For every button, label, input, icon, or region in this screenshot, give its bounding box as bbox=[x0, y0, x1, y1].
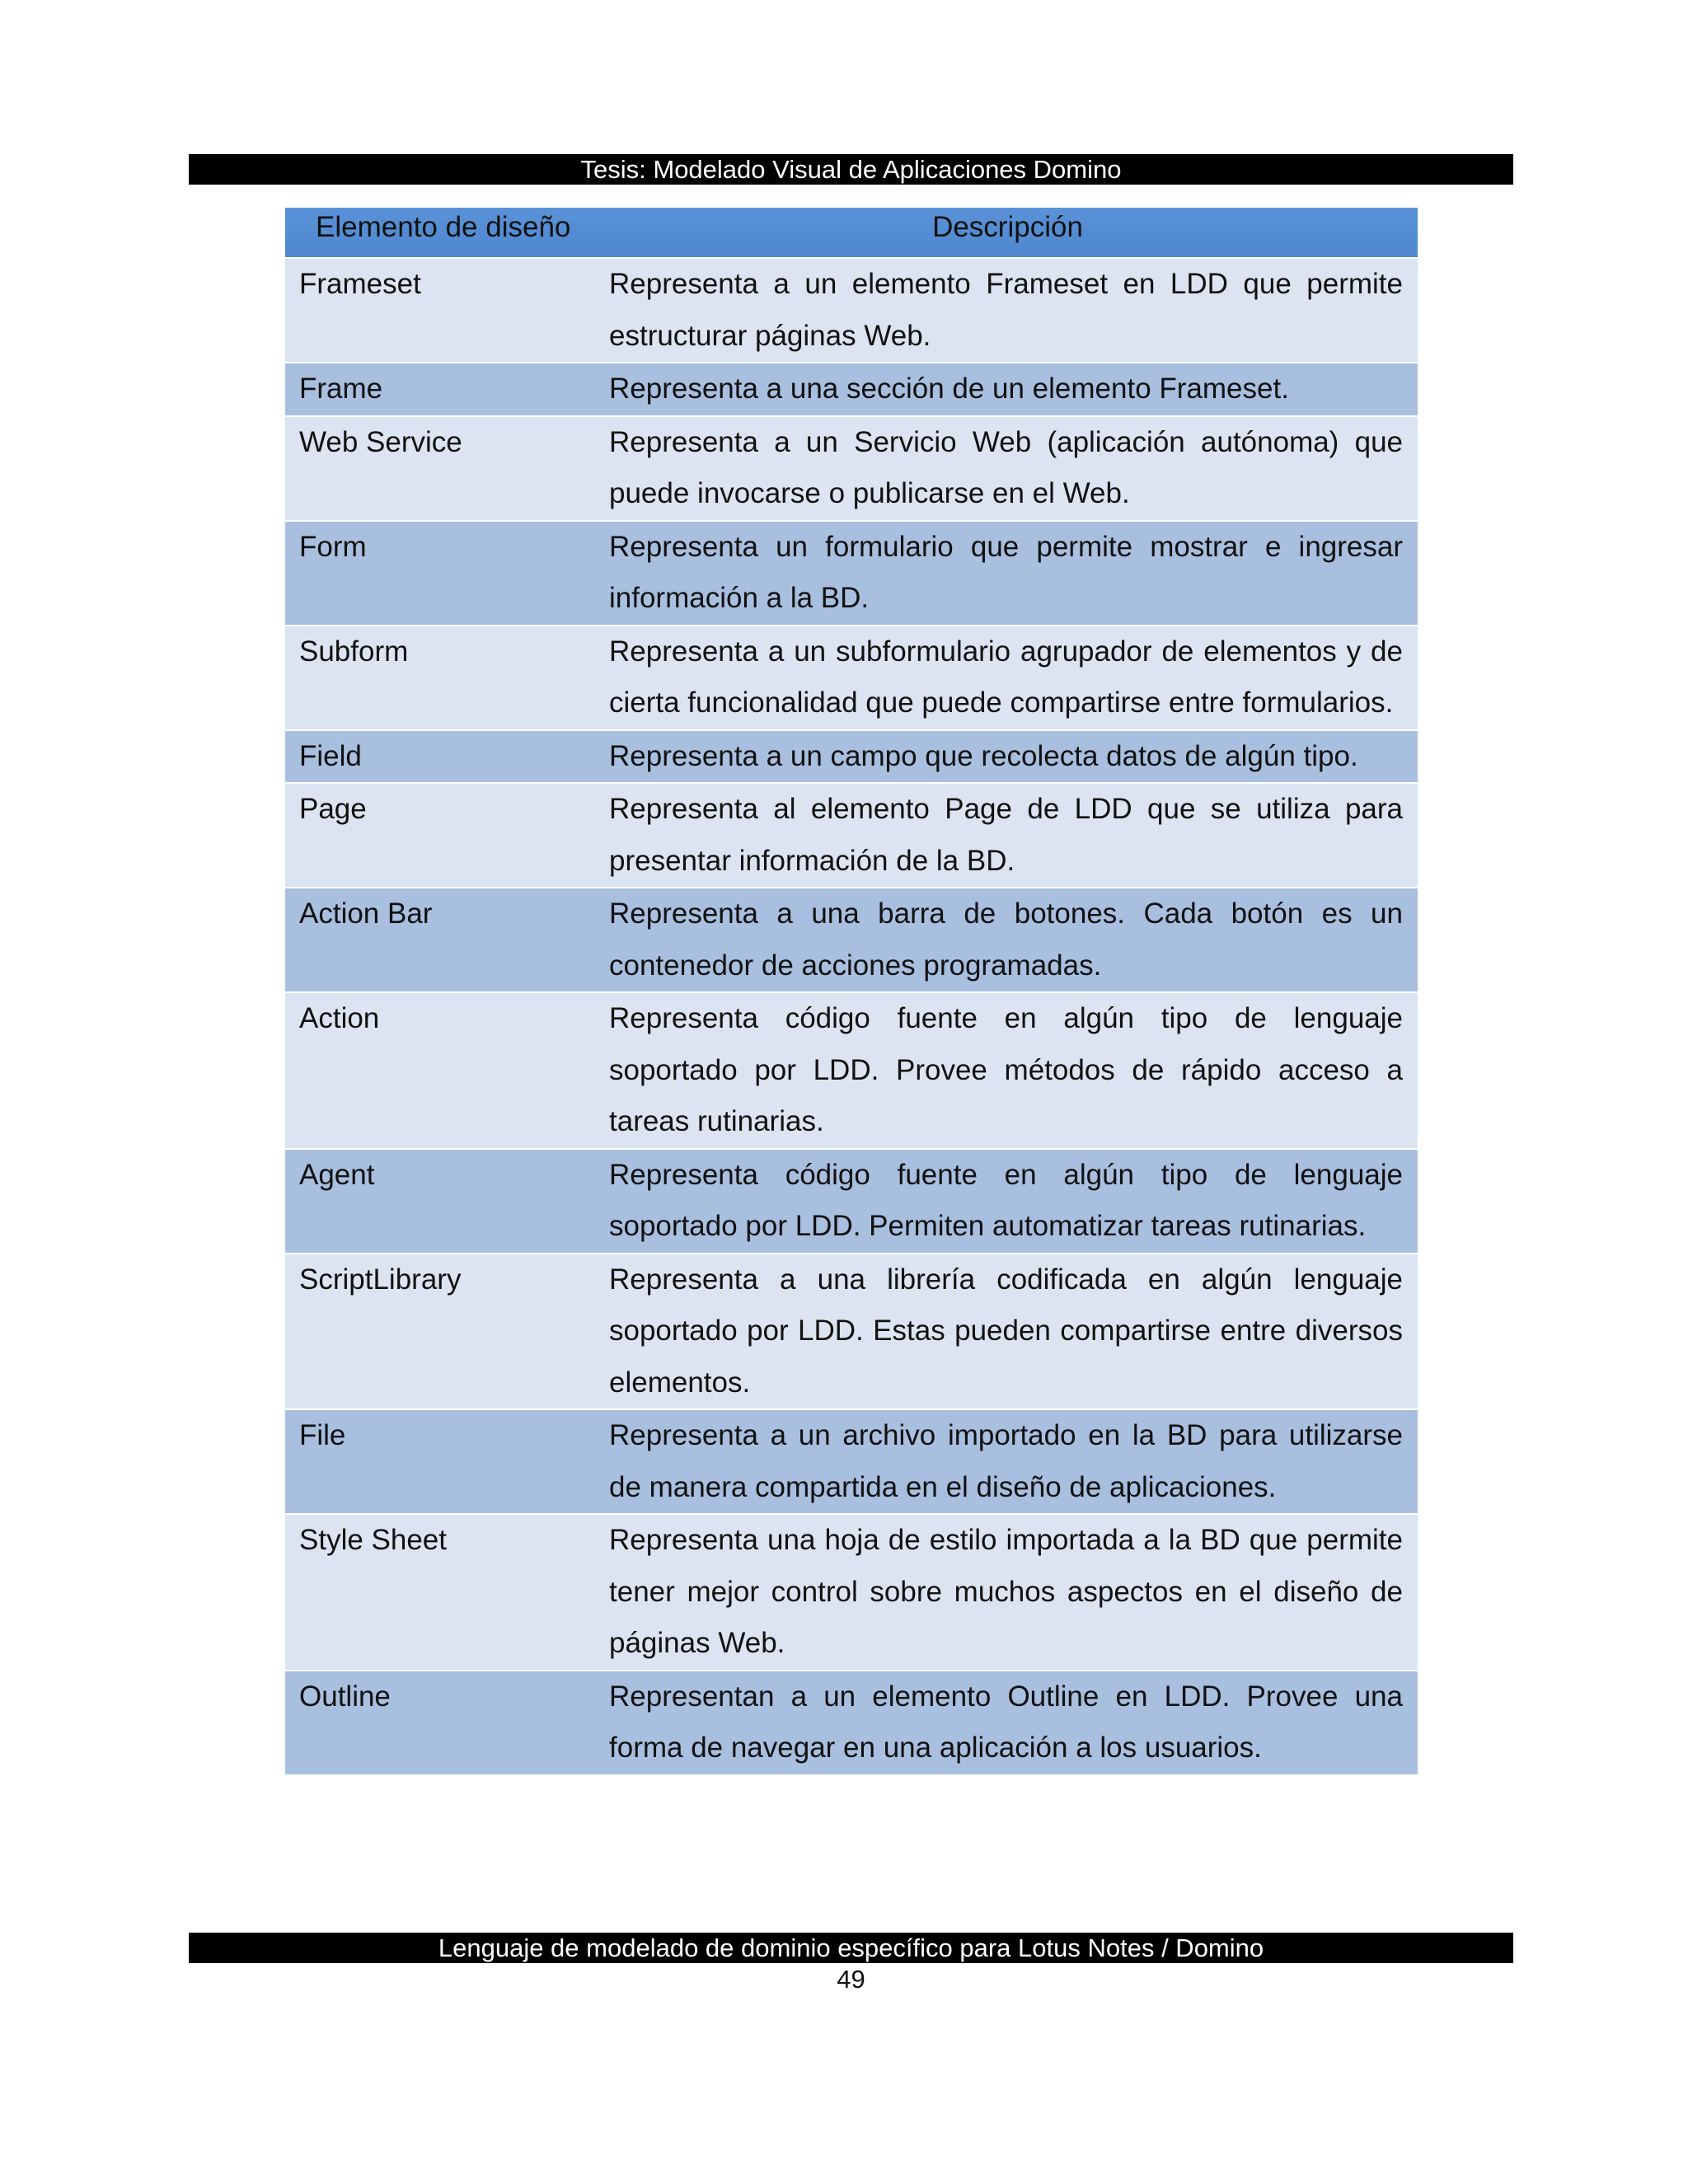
element-description: Representa a un Servicio Web (aplicación autónoma) que puede invocarse o publicarse en el Web. bbox=[598, 416, 1418, 521]
table-row bbox=[285, 416, 1418, 521]
element-name: Action Bar bbox=[285, 888, 598, 992]
element-description: Representa al elemento Page de LDD que se utiliza para presentar información de la BD. bbox=[598, 783, 1418, 888]
element-description: Representa código fuente en algún tipo de lenguaje soportado por LDD. Provee métodos de rápido acceso a tareas rutinarias. bbox=[598, 992, 1418, 1149]
table-row bbox=[285, 730, 1418, 784]
element-description: Representa a un campo que recolecta datos de algún tipo. bbox=[598, 730, 1418, 784]
element-description: Representa un formulario que permite mostrar e ingresar información a la BD. bbox=[598, 521, 1418, 626]
column-header-description: Descripción bbox=[598, 208, 1418, 258]
table-row bbox=[285, 1149, 1418, 1254]
page-header: Tesis: Modelado Visual de Aplicaciones Domino bbox=[189, 154, 1513, 185]
element-description: Representa a un subformulario agrupador de elementos y de cierta funcionalidad que puede compartirse entre formularios. bbox=[598, 626, 1418, 730]
table-row bbox=[285, 783, 1418, 888]
element-name: Frameset bbox=[285, 258, 598, 363]
table-row bbox=[285, 258, 1418, 363]
table-row bbox=[285, 1409, 1418, 1514]
table-row bbox=[285, 521, 1418, 626]
element-name: Page bbox=[285, 783, 598, 888]
element-name: Style Sheet bbox=[285, 1514, 598, 1671]
table-row bbox=[285, 626, 1418, 730]
element-name: ScriptLibrary bbox=[285, 1254, 598, 1410]
element-name: Field bbox=[285, 730, 598, 784]
element-description: Representa a un elemento Frameset en LDD que permite estructurar páginas Web. bbox=[598, 258, 1418, 363]
design-elements-table-container bbox=[285, 208, 1418, 1774]
element-description: Representa código fuente en algún tipo de lenguaje soportado por LDD. Permiten automatizar tareas rutinarias. bbox=[598, 1149, 1418, 1254]
page-footer: Lenguaje de modelado de dominio específico para Lotus Notes / Domino bbox=[189, 1933, 1513, 1963]
table-body bbox=[285, 258, 1418, 1774]
element-name: Agent bbox=[285, 1149, 598, 1254]
table-row bbox=[285, 1514, 1418, 1671]
element-name: Action bbox=[285, 992, 598, 1149]
table-row bbox=[285, 363, 1418, 416]
element-description: Representan a un elemento Outline en LDD. Provee una forma de navegar en una aplicación a los usuarios. bbox=[598, 1671, 1418, 1774]
element-name: Form bbox=[285, 521, 598, 626]
table-row bbox=[285, 992, 1418, 1149]
element-description: Representa a un archivo importado en la BD para utilizarse de manera compartida en el diseño de aplicaciones. bbox=[598, 1409, 1418, 1514]
element-description: Representa a una librería codificada en algún lenguaje soportado por LDD. Estas pueden compartirse entre diversos elementos. bbox=[598, 1254, 1418, 1410]
table-row bbox=[285, 1254, 1418, 1410]
element-name: Subform bbox=[285, 626, 598, 730]
element-description: Representa a una barra de botones. Cada botón es un contenedor de acciones programadas. bbox=[598, 888, 1418, 992]
table-header bbox=[285, 208, 1418, 258]
element-name: File bbox=[285, 1409, 598, 1514]
element-name: Outline bbox=[285, 1671, 598, 1774]
element-description: Representa una hoja de estilo importada a la BD que permite tener mejor control sobre muchos aspectos en el diseño de páginas Web. bbox=[598, 1514, 1418, 1671]
column-header-element: Elemento de diseño bbox=[285, 208, 598, 258]
element-name: Frame bbox=[285, 363, 598, 416]
design-elements-table bbox=[285, 208, 1418, 1774]
page-number: 49 bbox=[837, 1965, 865, 1994]
element-name: Web Service bbox=[285, 416, 598, 521]
table-row bbox=[285, 888, 1418, 992]
table-row bbox=[285, 1671, 1418, 1774]
element-description: Representa a una sección de un elemento Frameset. bbox=[598, 363, 1418, 416]
